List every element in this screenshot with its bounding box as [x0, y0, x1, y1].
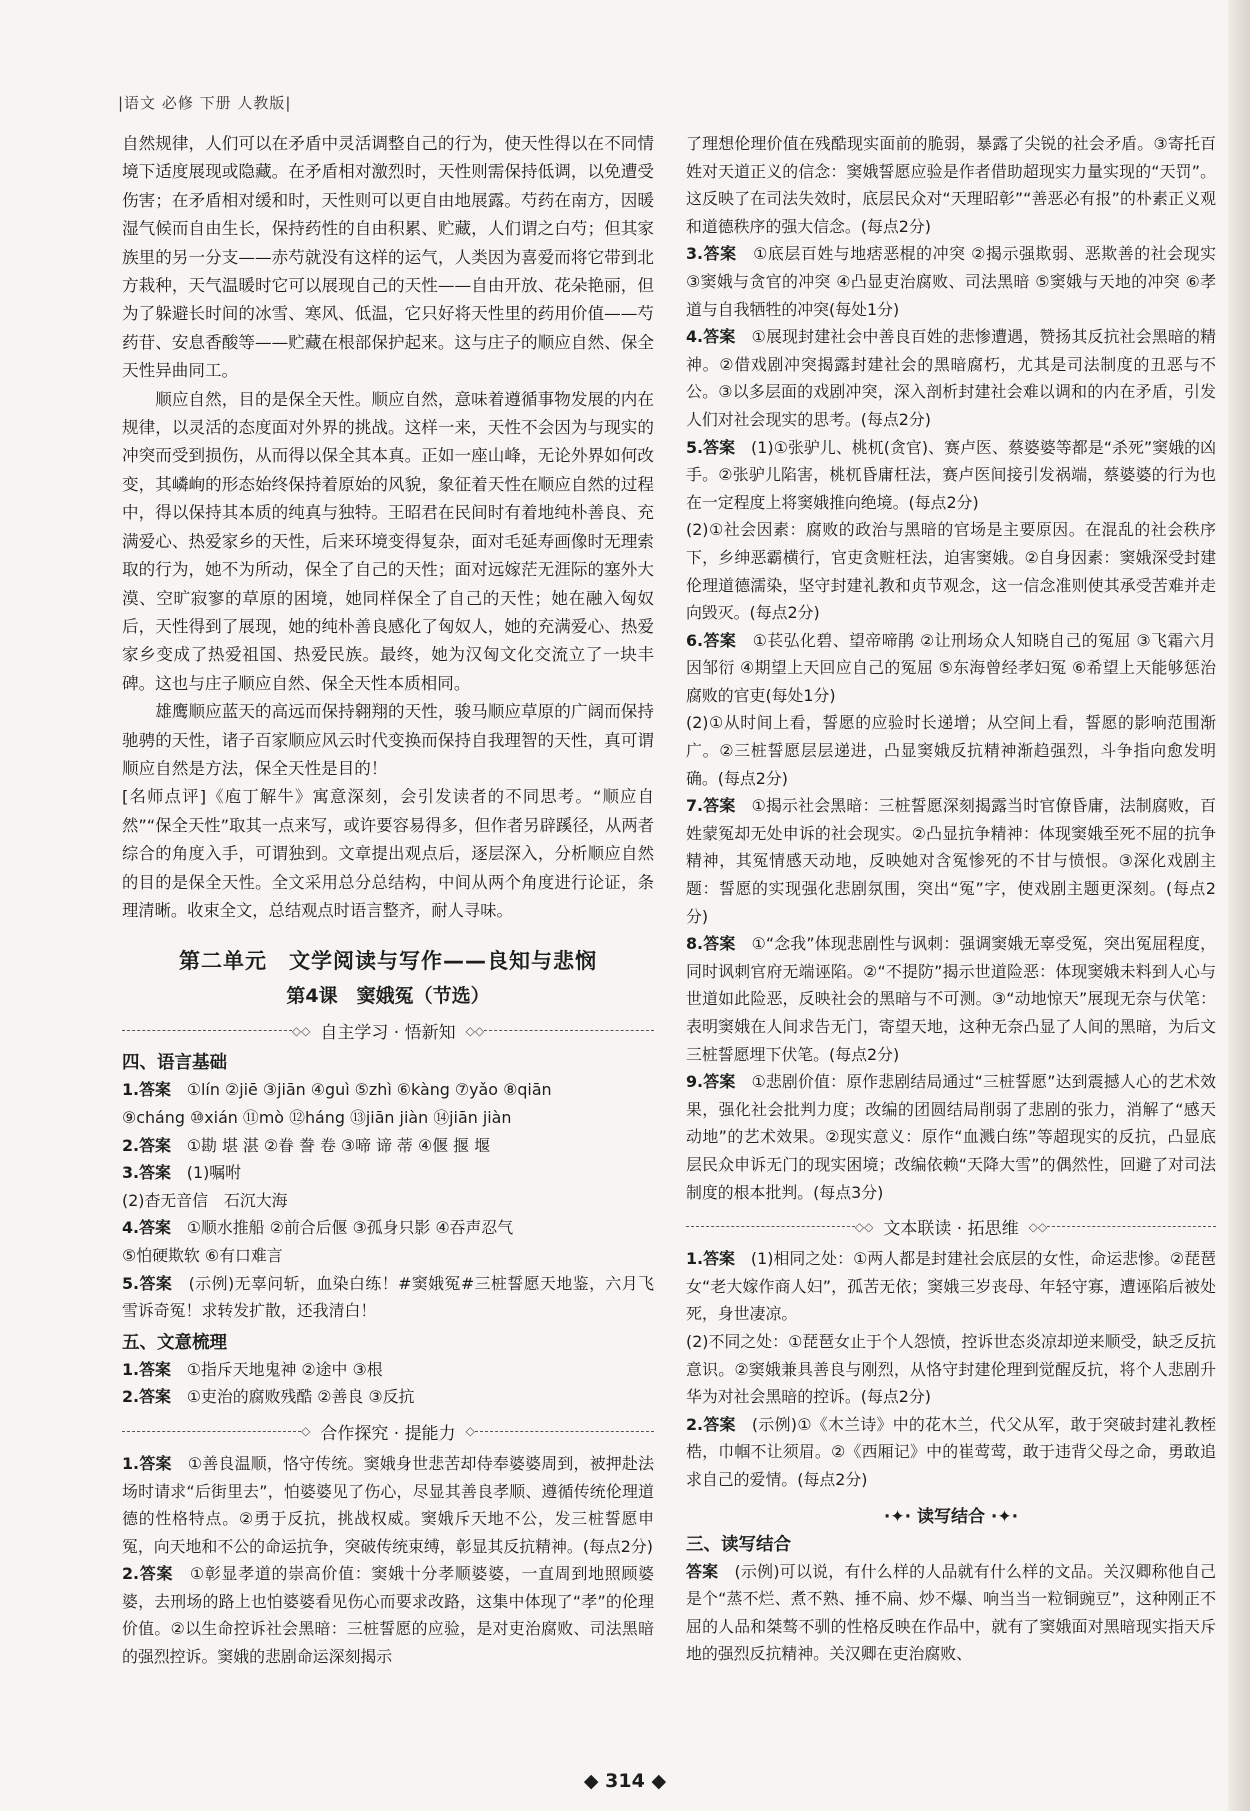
question-number: 1.答案	[122, 1359, 187, 1379]
question-number: 5.答案	[686, 437, 752, 457]
page-number: ◆ 314 ◆	[583, 1770, 667, 1792]
answer-text: ⑨cháng ⑩xián ⑪mò ⑫háng ⑬jiān jiàn ⑭jiān jiàn	[122, 1107, 512, 1127]
lesson-title: 第4课 窦娥冤（节选）	[286, 985, 490, 1008]
answer-text: ⑤怕硬欺软 ⑥有口难言	[122, 1245, 283, 1265]
answer-text: ①悲剧价值：原作悲剧结局通过“三桩誓愿”达到震撼人心的艺术效果，强化社会批判力度；改编的团圆结局削弱了悲剧的张力，消解了“感天动地”的艺术效果。②现实意义：原作“血溅白练”等超现实的反抗，凸显底层民众申诉无门的现实困境；改编依赖“天降大雪”的偶然性，回避了对司法制度的根本批判。(每点3分)	[686, 1072, 1216, 1202]
answer-text: (2)不同之处：①琵琶女止于个人怨愤，控诉世态炎凉却逆来顺受，缺乏反抗意识。②窦娥兼具善良与刚烈，从恪守封建伦理到觉醒反抗，将个人悲剧升华为对社会黑暗的控诉。(每点2分)	[686, 1331, 1216, 1407]
subsection-title: 三、读写结合	[686, 1534, 791, 1555]
question-number: 2.答案	[122, 1135, 187, 1155]
answer-text: ①顺水推船 ②前合后偃 ③孤身只影 ④吞声忍气	[186, 1218, 514, 1238]
answer-text: (1)嘱咐	[186, 1163, 242, 1183]
answer-list-lianddu	[686, 1245, 1216, 1493]
answer-list-wenyi	[122, 1356, 654, 1411]
question-number: 6.答案	[686, 630, 753, 650]
answer-text: ①吏治的腐败残酷 ②善良 ③反抗	[186, 1387, 415, 1407]
answer-item	[122, 1132, 654, 1160]
answer-item	[122, 1076, 654, 1131]
left-column	[122, 130, 654, 1671]
answer-item	[686, 323, 1216, 433]
question-number: 2.答案	[122, 1564, 190, 1584]
question-number: 4.答案	[122, 1218, 187, 1238]
section-title-duxie: ·✦· 读写结合 ·✦·	[883, 1506, 1019, 1527]
section-divider-hezuo: ◇ 合作探究 · 提能力 ◇	[122, 1419, 654, 1444]
answer-text: ①彰显孝道的崇高价值：窦娥十分孝顺婆婆，一直周到地照顾婆婆，去刑场的路上也怕婆婆看见伤心而要求改路，这集中体现了“孝”的伦理价值。②以生命控诉社会黑暗：三桩誓愿的应验，是对吏治腐败、司法黑暗的强烈控诉。窦娥的悲剧命运深刻揭示	[122, 1564, 654, 1667]
answer-text: (2)①社会因素：腐败的政治与黑暗的官场是主要原因。在混乱的社会秩序下，乡绅恶霸横行，官吏贪赃枉法，迫害窦娥。②自身因素：窦娥深受封建伦理道德濡染，坚守封建礼教和贞节观念，这一信念准则使其承受苦难并走向毁灭。(每点2分)	[686, 520, 1216, 623]
subsection-title: 五、文意梳理	[122, 1332, 227, 1353]
essay-paragraph: 雄鹰顺应蓝天的高远而保持翱翔的天性，骏马顺应草原的广阔而保持驰骋的天性，诸子百家顺应风云时代变换而保持自我理智的天性，真可谓顺应自然是方法，保全天性是目的！	[122, 702, 654, 778]
answer-item	[122, 1270, 654, 1325]
question-number: 1.答案	[122, 1080, 187, 1100]
answer-text: ①lín ②jiē ③jiān ④guì ⑤zhì ⑥kàng ⑦yǎo ⑧qiān	[186, 1080, 552, 1100]
teacher-comment: [名师点评]《庖丁解牛》寓意深刻，会引发读者的不同思考。“顺应自然”“保全天性”取其一点来写，或许要容易得多，但作者另辟蹊径，从两者综合的角度入手，可谓独到。文章提出观点后，逐层深入，分析顺应自然的目的是保全天性。全文采用总分总结构，中间从两个角度进行论证，条理清晰。收束全文，总结观点时语言整齐，耐人寻味。	[122, 787, 654, 920]
question-number: 9.答案	[686, 1072, 752, 1092]
question-number: 3.答案	[122, 1163, 187, 1183]
running-header: |语文 必修 下册 人教版|	[118, 94, 292, 112]
answer-text: (1)①张驴儿、桃杌(贪官)、赛卢医、蔡婆婆等都是“杀死”窦娥的凶手。②张驴儿陷害，桃杌昏庸枉法，赛卢医间接引发祸端，蔡婆婆的行为也在一定程度上将窦娥推向绝境。(每点2分)	[686, 437, 1216, 512]
answer-item	[122, 1450, 654, 1560]
section-divider-lianddu: ◇◇ 文本联读 · 拓思维 ◇◇	[686, 1214, 1216, 1239]
answer-item	[686, 434, 1216, 627]
question-number: 1.答案	[686, 1249, 751, 1269]
answer-item	[686, 930, 1216, 1068]
question-number: 5.答案	[122, 1273, 189, 1293]
answer-item	[686, 1411, 1216, 1494]
answer-text: ①展现封建社会中善良百姓的悲惨遭遇，赞扬其反抗社会黑暗的精神。②借戏剧冲突揭露封建社会的黑暗腐朽，尤其是司法制度的丑恶与不公。③以多层面的戏剧冲突，深入剖析封建社会难以调和的内在矛盾，引发人们对社会现实的思考。(每点2分)	[686, 327, 1217, 429]
answer-text: (示例)无辜问斩，血染白练！#窦娥冤#三桩誓愿天地鉴，六月飞雪诉奇冤！求转发扩散，还我清白！	[122, 1273, 655, 1321]
answer-item	[122, 1383, 654, 1411]
essay-paragraph: 自然规律，人们可以在矛盾中灵活调整自己的行为，使天性得以在不同情境下适度展现或隐藏。在矛盾相对激烈时，天性则需保持低调，以免遭受伤害；在矛盾相对缓和时，天性则可以更自由地展露。芍药在南方，因暖湿气候而自由生长，保持药性的自由积累、贮藏，人们谓之白芍；但其家族里的另一分支——赤芍就没有这样的运气，人类因为喜爱而将它带到北方栽种，天气温暖时它可以展现自己的天性——自由开放、花朵艳丽，但为了躲避长时间的冰雪、寒风、低温，它只好将天性里的药用价值——芍药苷、安息香酸等——贮藏在根部保护起来。这与庄子的顺应自然、保全天性异曲同工。	[122, 134, 654, 381]
answer-text: (2)①从时间上看，誓愿的应验时长递增；从空间上看，誓愿的影响范围渐广。②三桩誓愿层层递进，凸显窦娥反抗精神渐趋强烈，斗争指向愈发明确。(每点2分)	[686, 713, 1216, 788]
question-number: 1.答案	[122, 1453, 188, 1473]
answer-item	[686, 240, 1216, 323]
answer-text: (示例)①《木兰诗》中的花木兰，代父从军，敢于突破封建礼教桎梏，巾帼不让须眉。②《西厢记》中的崔莺莺，敢于违背父母之命，勇敢追求自己的爱情。(每点2分)	[686, 1414, 1216, 1489]
subsection-title: 四、语言基础	[122, 1053, 227, 1074]
right-column	[686, 130, 1216, 1668]
answer-list-hezuo	[122, 1450, 654, 1671]
answer-item: 答案 (示例)可以说，有什么样的人品就有什么样的文品。关汉卿称他自己是个“蒸不烂、煮不熟、捶不扁、炒不爆、响当当一粒铜豌豆”，这种刚正不屈的人品和桀骜不驯的性格反映在作品中，就有了窦娥面对黑暗现实指天斥地的强烈反抗精神。关汉卿在吏治腐败、	[686, 1561, 1217, 1664]
question-number: 4.答案	[686, 327, 752, 347]
page-edge	[1228, 0, 1250, 1811]
answer-text: (1)相同之处：①两人都是封建社会底层的女性，命运悲惨。②琵琶女“老大嫁作商人妇”，孤苦无依；窦娥三岁丧母、年轻守寡，遭诬陷后被处死，身世凄凉。	[686, 1249, 1217, 1324]
answer-item	[122, 1159, 654, 1214]
answer-list-hezuo-cont	[686, 240, 1216, 1206]
question-number: 2.答案	[686, 1414, 752, 1434]
answer-continuation: 了理想伦理价值在残酷现实面前的脆弱，暴露了尖锐的社会矛盾。③寄托百姓对天道正义的信念：窦娥誓愿应验是作者借助超现实力量实现的“天罚”。这反映了在司法失效时，底层民众对“天理昭彰”“善恶必有报”的朴素正义观和道德秩序的强大信念。(每点2分)	[686, 134, 1216, 236]
answer-item	[686, 627, 1216, 793]
answer-text: (2)杳无音信 石沉大海	[122, 1190, 288, 1210]
answer-text: ①苌弘化碧、望帝啼鹃 ②让刑场众人知晓自己的冤屈 ③飞霜六月因邹衍 ④期望上天回应自己的冤屈 ⑤东海曾经孝妇冤 ⑥希望上天能够惩治腐败的官吏(每处1分)	[686, 630, 1217, 705]
answer-text: ①指斥天地鬼神 ②途中 ③根	[186, 1359, 383, 1379]
answer-list-lang-basics	[122, 1076, 654, 1324]
answer-text: ①勘 堪 湛 ②眷 誊 卷 ③啼 谛 蒂 ④偃 揠 堰	[186, 1135, 490, 1155]
answer-item	[686, 1068, 1216, 1206]
answer-text: ①善良温顺，恪守传统。窦娥身世悲苦却侍奉婆婆周到，被押赴法场时请求“后街里去”，怕婆婆见了伤心，尽显其善良孝顺、遵循传统伦理道德的性格特点。②勇于反抗，挑战权威。窦娥斥天地不公，发三桩誓愿申冤，向天地和不公的命运抗争，突破传统束缚，彰显其反抗精神。(每点2分)	[122, 1453, 655, 1556]
answer-text: ①揭示社会黑暗：三桩誓愿深刻揭露当时官僚昏庸，法制腐败，百姓蒙冤却无处申诉的社会现实。②凸显抗争精神：体现窦娥至死不屈的抗争精神，其冤情感天动地，反映她对含冤惨死的不甘与愤恨。③深化戏剧主题：誓愿的实现强化悲剧氛围，突出“冤”字，使戏剧主题更深刻。(每点2分)	[686, 796, 1217, 926]
answer-item	[122, 1356, 654, 1384]
section-divider-zizhu: ◇◇ 自主学习 · 悟新知 ◇◇	[122, 1018, 654, 1043]
essay-paragraph: 顺应自然，目的是保全天性。顺应自然，意味着遵循事物发展的内在规律，以灵活的态度面对外界的挑战。这样一来，天性不会因为与现实的冲突而受到损伤，从而得以保全其本真。正如一座山峰，无论外界如何改变，其嶙峋的形态始终保持着原始的风貌，象征着天性在顺应自然的过程中，得以保持其本质的纯真与独特。王昭君在民间时有着地纯朴善良、充满爱心、热爱家乡的天性，后来环境变得复杂，面对毛延寿画像时无理索取的行为，她不为所动，保全了自己的天性；面对远嫁茫无涯际的塞外大漠、空旷寂寥的草原的困境，她同样保全了自己的天性；她在融入匈奴后，天性得到了展现，她的纯朴善良感化了匈奴人，她的充满爱心、热爱家乡变成了热爱祖国、热爱民族。最终，她为汉匈文化交流立了一块丰碑。这也与庄子顺应自然、保全天性本质相同。	[122, 389, 654, 693]
answer-item	[686, 792, 1216, 930]
question-number: 2.答案	[122, 1387, 187, 1407]
answer-item	[122, 1214, 654, 1269]
answer-item	[122, 1560, 654, 1670]
question-number: 3.答案	[686, 244, 754, 264]
answer-text: ①“念我”体现悲剧性与讽刺：强调窦娥无辜受冤，突出冤屈程度，同时讽刺官府无端诬陷。②“不提防”揭示世道险恶：体现窦娥未料到人心与世道如此险恶，反映社会的黑暗与不可测。③“动地惊天”展现无奈与伏笔：表明窦娥在人间求告无门，寄望天地，这种无奈凸显了人间的黑暗，为后文三桩誓愿埋下伏笔。(每点2分)	[686, 934, 1216, 1064]
question-number: 7.答案	[686, 796, 752, 816]
essay-text	[122, 130, 654, 783]
answer-text: ①底层百姓与地痞恶棍的冲突 ②揭示强欺弱、恶欺善的社会现实 ③窦娥与贪官的冲突 ④凸显吏治腐败、司法黑暗 ⑤窦娥与天地的冲突 ⑥孝道与自我牺牲的冲突(每处1分)	[686, 244, 1217, 319]
answer-item	[686, 1245, 1216, 1411]
unit-title: 第二单元 文学阅读与写作——良知与悲悯	[179, 949, 597, 974]
question-number: 8.答案	[686, 934, 752, 954]
